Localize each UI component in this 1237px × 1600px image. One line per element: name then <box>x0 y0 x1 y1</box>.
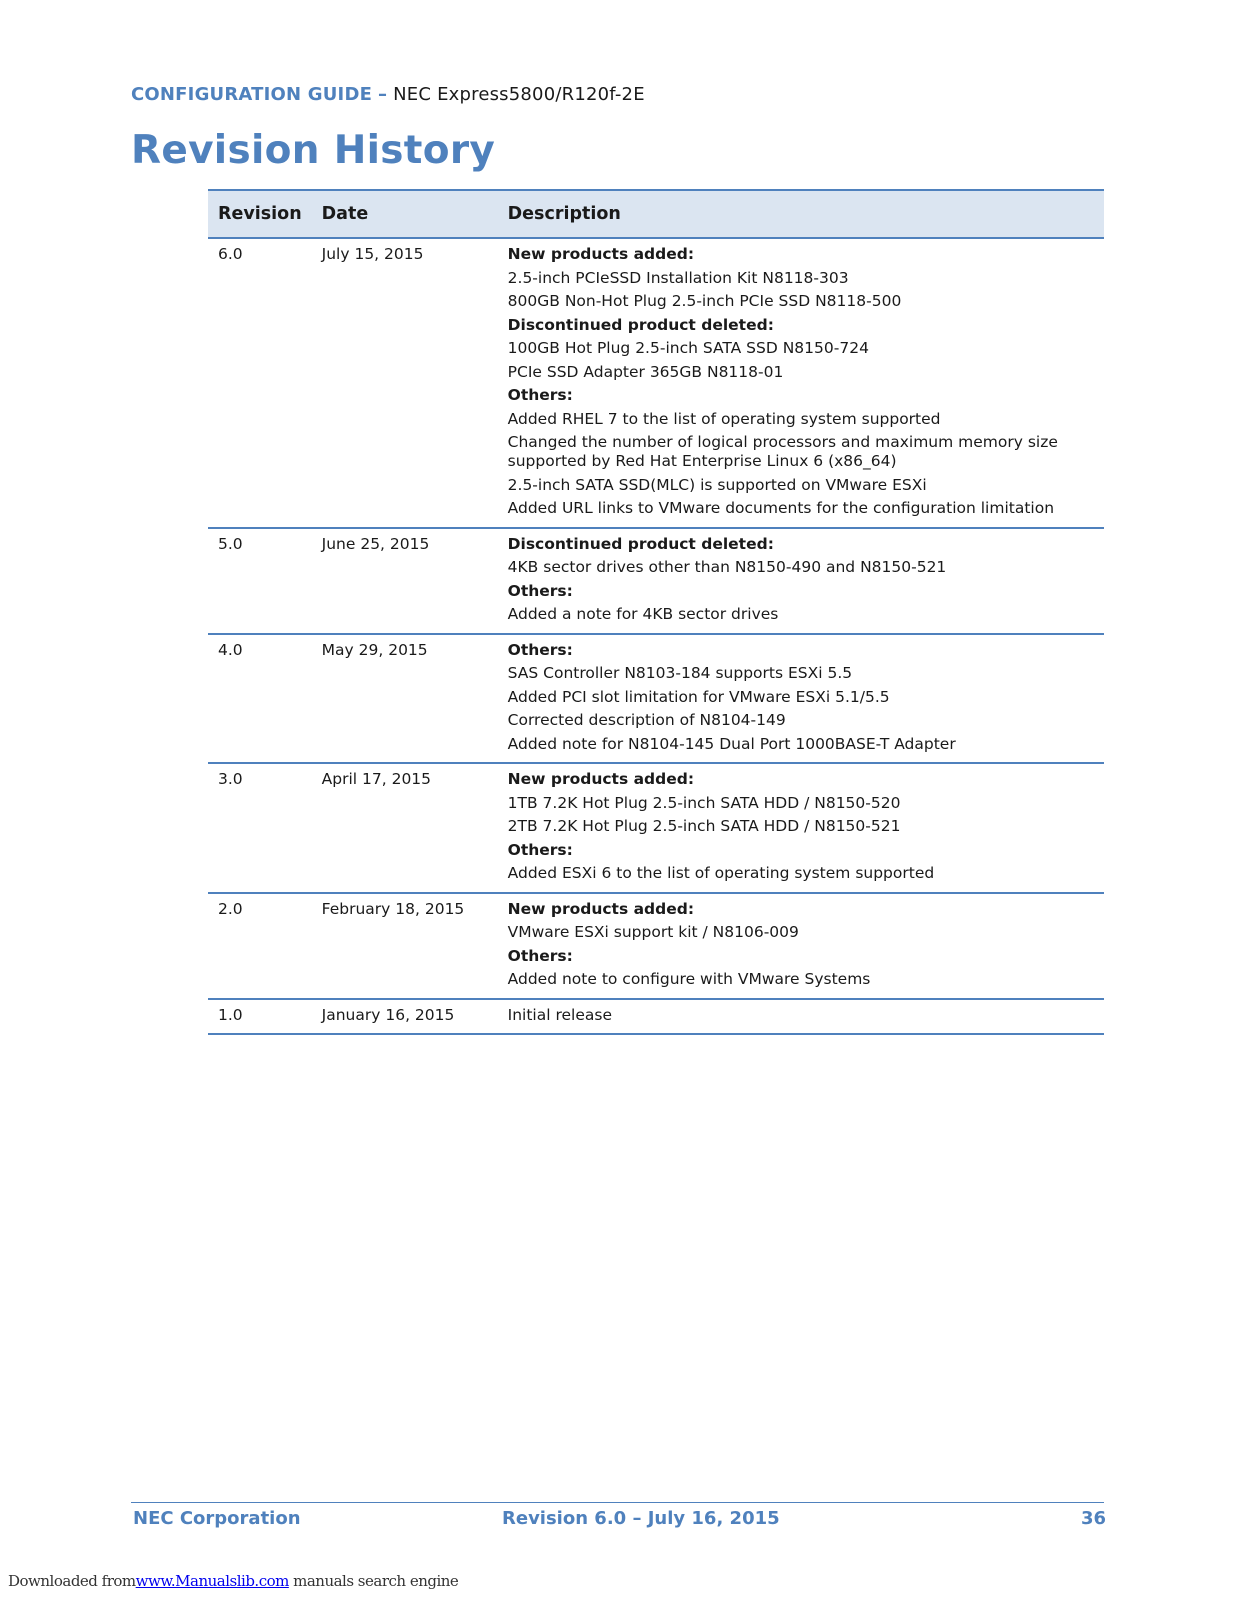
download-notice <box>8 1572 458 1590</box>
description-item: SAS Controller N8103-184 supports ESXi 5.5 <box>507 664 853 682</box>
guide-label: CONFIGURATION GUIDE <box>131 84 373 105</box>
description-item: 2.5-inch SATA SSD(MLC) is supported on VMware ESXi <box>507 475 927 494</box>
table-row <box>208 238 1104 528</box>
table-row <box>208 893 1104 999</box>
description-cell <box>498 528 1104 634</box>
table-header <box>208 190 1104 238</box>
description-item: Added RHEL 7 to the list of operating system supported <box>507 409 941 428</box>
description-cell <box>498 999 1104 1035</box>
table-row <box>208 634 1104 764</box>
date-cell: April 17, 2015 <box>312 763 498 893</box>
table-row <box>208 528 1104 634</box>
description-item: VMware ESXi support kit / N8106-009 <box>507 923 799 941</box>
description-item: Added ESXi 6 to the list of operating system supported <box>507 864 935 882</box>
description-heading: Others: <box>507 640 573 659</box>
description-item: 800GB Non-Hot Plug 2.5-inch PCIe SSD N8118-500 <box>507 292 902 310</box>
date-cell: May 29, 2015 <box>312 634 498 764</box>
table-row <box>208 763 1104 893</box>
table-header-row <box>208 190 1104 238</box>
description-item: Added note for N8104-145 Dual Port 1000BASE-T Adapter <box>507 734 956 753</box>
description-heading: Discontinued product deleted: <box>507 315 774 334</box>
description-item: 2TB 7.2K Hot Plug 2.5-inch SATA HDD / N8150-521 <box>507 817 901 835</box>
manualslib-link[interactable]: www.Manualslib.com <box>135 1572 289 1590</box>
header-separator: – <box>378 84 388 105</box>
footer-page-number: 36 <box>1081 1508 1107 1529</box>
revision-cell: 5.0 <box>208 528 312 634</box>
product-name: NEC Express5800/R120f-2E <box>393 84 645 105</box>
description-item: Added a note for 4KB sector drives <box>507 605 779 623</box>
download-prefix: Downloaded from <box>8 1572 136 1590</box>
description-item: Corrected description of N8104-149 <box>507 711 786 729</box>
description-item: 1TB 7.2K Hot Plug 2.5-inch SATA HDD / N8150-520 <box>507 793 901 812</box>
running-header <box>131 84 645 105</box>
description-cell <box>498 238 1104 528</box>
footer-company: NEC Corporation <box>133 1508 301 1529</box>
description-heading: New products added: <box>507 770 695 788</box>
revision-cell: 3.0 <box>208 763 312 893</box>
description-item: 4KB sector drives other than N8150-490 and N8150-521 <box>507 558 947 576</box>
description-cell <box>498 893 1104 999</box>
column-header-description: Description <box>498 190 1104 238</box>
description-item: 100GB Hot Plug 2.5-inch SATA SSD N8150-724 <box>507 339 869 357</box>
revision-cell: 1.0 <box>208 999 312 1035</box>
description-cell <box>498 763 1104 893</box>
description-item: Added note to configure with VMware Systems <box>507 970 871 988</box>
description-item: PCIe SSD Adapter 365GB N8118-01 <box>507 362 784 381</box>
table-body <box>208 238 1104 1034</box>
revision-cell: 6.0 <box>208 238 312 528</box>
description-item: Added PCI slot limitation for VMware ESXi 5.1/5.5 <box>507 687 890 706</box>
date-cell: February 18, 2015 <box>312 893 498 999</box>
description-heading: Others: <box>507 581 573 600</box>
footer-revision: Revision 6.0 – July 16, 2015 <box>502 1508 780 1529</box>
table-row <box>208 999 1104 1035</box>
description-item: 2.5-inch PCIeSSD Installation Kit N8118-303 <box>507 268 849 287</box>
date-cell: June 25, 2015 <box>312 528 498 634</box>
revision-cell: 2.0 <box>208 893 312 999</box>
footer-divider <box>131 1502 1104 1503</box>
date-cell: January 16, 2015 <box>312 999 498 1035</box>
description-item: Added URL links to VMware documents for the configuration limitation <box>507 499 1055 517</box>
page-title: Revision History <box>131 128 496 173</box>
column-header-revision: Revision <box>208 190 312 238</box>
description-item: Initial release <box>507 1005 612 1024</box>
description-heading: Discontinued product deleted: <box>507 534 774 553</box>
description-heading: New products added: <box>507 899 695 918</box>
description-heading: Others: <box>507 946 573 965</box>
description-heading: New products added: <box>507 245 695 263</box>
download-suffix: manuals search engine <box>288 1572 459 1590</box>
revision-table <box>208 189 1104 1035</box>
description-heading: Others: <box>507 840 573 859</box>
date-cell: July 15, 2015 <box>312 238 498 528</box>
column-header-date: Date <box>312 190 498 238</box>
revision-cell: 4.0 <box>208 634 312 764</box>
description-heading: Others: <box>507 386 573 404</box>
description-cell <box>498 634 1104 764</box>
description-item: Changed the number of logical processors and maximum memory size supported by Red Hat Enterprise Linux 6 (x86_64) <box>507 433 1058 470</box>
